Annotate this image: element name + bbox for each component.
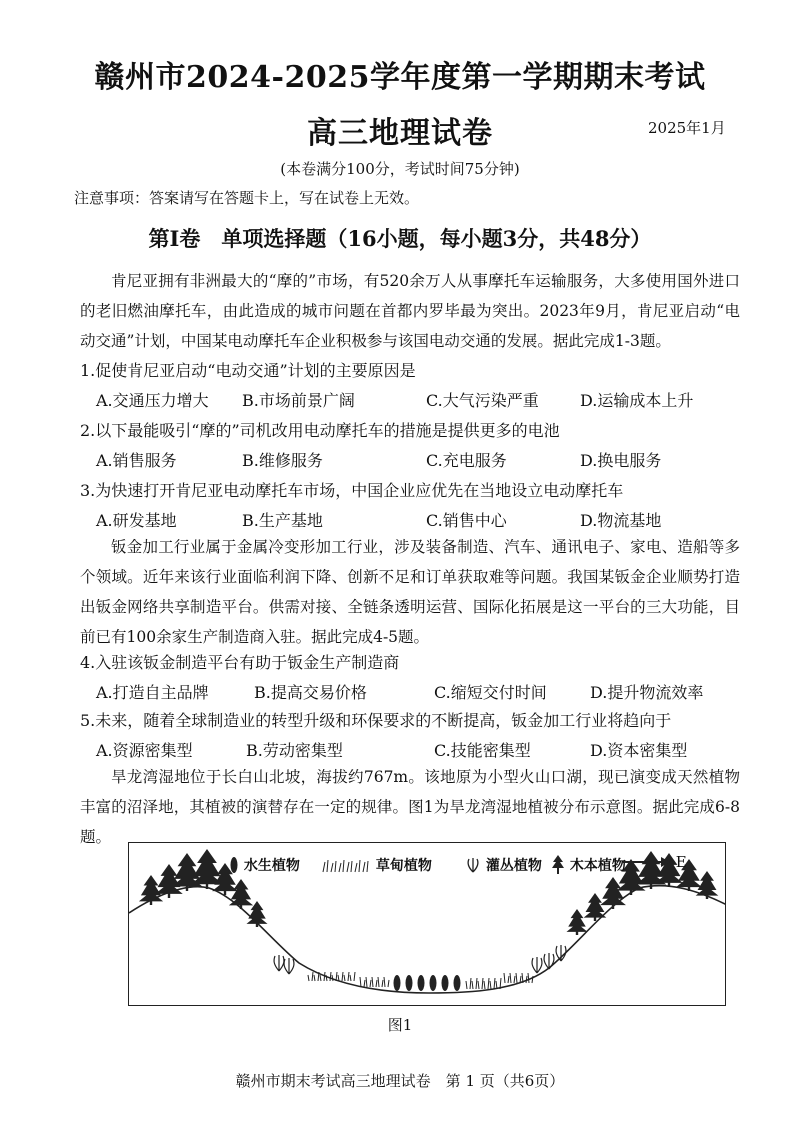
wetland-vegetation-figure: [128, 842, 726, 1006]
question-3-options: [96, 508, 736, 532]
question-4-option-a[interactable]: A.打造自主品牌: [96, 683, 209, 702]
aquatic-plant-2: [418, 975, 425, 991]
question-1-stem: 1.促使肯尼亚启动“电动交通”计划的主要原因是: [80, 361, 416, 380]
legend-label-aquatic: 水生植物: [243, 858, 300, 874]
question-1-option-a[interactable]: A.交通压力增大: [96, 391, 209, 410]
question-3-option-c[interactable]: C.销售中心: [426, 511, 507, 530]
question-5-stem: 5.未来，随着全球制造业的转型升级和环保要求的不断提高，钣金加工行业将趋向于: [80, 711, 672, 730]
figure-legend: [229, 851, 649, 877]
direction-label: E: [675, 853, 687, 871]
section-title: 第Ⅰ卷 单项选择题（16小题，每小题3分，共48分）: [148, 226, 652, 251]
exam-info: (本卷满分100分，考试时间75分钟): [280, 160, 520, 178]
legend-shrub: [465, 855, 542, 875]
passage-1: 肯尼亚拥有非洲最大的“摩的”市场，有520余万人从事摩托车运输服务，大多使用国外进口的老旧燃油摩托车，由此造成的城市问题在首都内罗毕最为突出。2023年9月，肯尼亚启动“电动交通”计划，中国某电动摩托车企业积极参与该国电动交通的发展。据此完成1-3题。: [80, 272, 740, 350]
question-4-options: [96, 680, 736, 704]
aquatic-plant-1: [406, 975, 413, 991]
legend-label-meadow: 草甸植物: [375, 858, 432, 874]
arrow-right-icon: [623, 856, 671, 868]
tree-right-1: [584, 893, 607, 921]
question-4-option-c[interactable]: C.缩短交付时间: [434, 683, 547, 702]
legend-label-tree: 木本植物: [569, 858, 626, 874]
question-2-option-b[interactable]: B.维修服务: [242, 451, 323, 470]
figure-caption: 图1: [387, 1016, 413, 1034]
question-4-stem: 4.入驻该钣金制造平台有助于钣金生产制造商: [80, 653, 400, 672]
tree-icon: [551, 855, 565, 875]
aquatic-plant-5: [454, 975, 461, 991]
question-2-stem: 2.以下最能吸引“摩的”司机改用电动摩托车的措施是提供更多的电池: [80, 421, 560, 440]
question-5-option-a[interactable]: A.资源密集型: [96, 741, 193, 760]
shrub-icon: [465, 857, 481, 873]
question-2-option-c[interactable]: C.充电服务: [426, 451, 507, 470]
legend-meadow: [321, 855, 432, 875]
exam-subtitle: 高三地理试卷: [307, 116, 493, 151]
question-1-option-c[interactable]: C.大气污染严重: [426, 391, 539, 410]
shrub-2: [532, 957, 542, 973]
shrub-0: [274, 955, 284, 971]
legend-label-shrub: 灌丛植物: [485, 858, 542, 874]
question-1-option-d[interactable]: D.运输成本上升: [580, 391, 694, 410]
question-2-option-d[interactable]: D.换电服务: [580, 451, 662, 470]
question-2-option-a[interactable]: A.销售服务: [96, 451, 177, 470]
question-5-option-c[interactable]: C.技能密集型: [434, 741, 531, 760]
tree-left-0: [139, 875, 163, 905]
east-direction-indicator: [623, 853, 687, 871]
question-1-options: [96, 388, 736, 412]
passage-3: 旱龙湾湿地位于长白山北坡，海拔约767m。该地原为小型火山口湖，现已演变成天然植物丰富的沼泽地，其植被的演替存在一定的规律。图1为旱龙湾湿地植被分布示意图。据此完成6-8题。: [80, 768, 740, 846]
shrub-1: [284, 958, 294, 974]
shrub-3: [544, 953, 554, 969]
legend-tree: [551, 855, 626, 875]
exam-title: 赣州市2024-2025学年度第一学期期末考试: [94, 60, 706, 95]
question-5-option-b[interactable]: B.劳动密集型: [246, 741, 343, 760]
tree-right-0: [566, 909, 587, 935]
question-3-stem: 3.为快速打开肯尼亚电动摩托车市场，中国企业应优先在当地设立电动摩托车: [80, 481, 624, 500]
meadow-patch-3: [504, 973, 533, 983]
question-3-option-d[interactable]: D.物流基地: [580, 511, 662, 530]
aquatic-plant-4: [442, 975, 449, 991]
exam-notice: 注意事项：答案请写在答题卡上，写在试卷上无效。: [74, 189, 420, 207]
question-5-option-d[interactable]: D.资本密集型: [590, 741, 688, 760]
question-4-option-b[interactable]: B.提高交易价格: [254, 683, 367, 702]
question-4-option-d[interactable]: D.提升物流效率: [590, 683, 704, 702]
question-1-option-b[interactable]: B.市场前景广阔: [242, 391, 355, 410]
meadow-patch-1: [360, 977, 389, 987]
meadow-grass-icon: [321, 857, 371, 873]
aquatic-plant-icon: [229, 856, 239, 874]
question-3-option-a[interactable]: A.研发基地: [96, 511, 177, 530]
meadow-patch-0: [308, 972, 355, 981]
question-3-option-b[interactable]: B.生产基地: [242, 511, 323, 530]
exam-date: 2025年1月: [648, 119, 726, 137]
aquatic-plant-3: [430, 975, 437, 991]
page-footer: 赣州市期末考试高三地理试卷 第 1 页（共6页）: [235, 1072, 565, 1090]
question-5-options: [96, 738, 736, 762]
meadow-patch-2: [466, 978, 501, 989]
legend-aquatic: [229, 855, 300, 875]
passage-2: 钣金加工行业属于金属冷变形加工行业，涉及装备制造、汽车、通讯电子、家电、造船等多个领域。近年来该行业面临利润下降、创新不足和订单获取难等问题。我国某钣金企业顺势打造出钣金网络共享制造平台。供需对接、全链条透明运营、国际化拓展是这一平台的三大功能，目前已有100余家生产制造商入驻。据此完成4-5题。: [80, 538, 740, 646]
question-2-options: [96, 448, 736, 472]
aquatic-plant-0: [394, 975, 401, 991]
